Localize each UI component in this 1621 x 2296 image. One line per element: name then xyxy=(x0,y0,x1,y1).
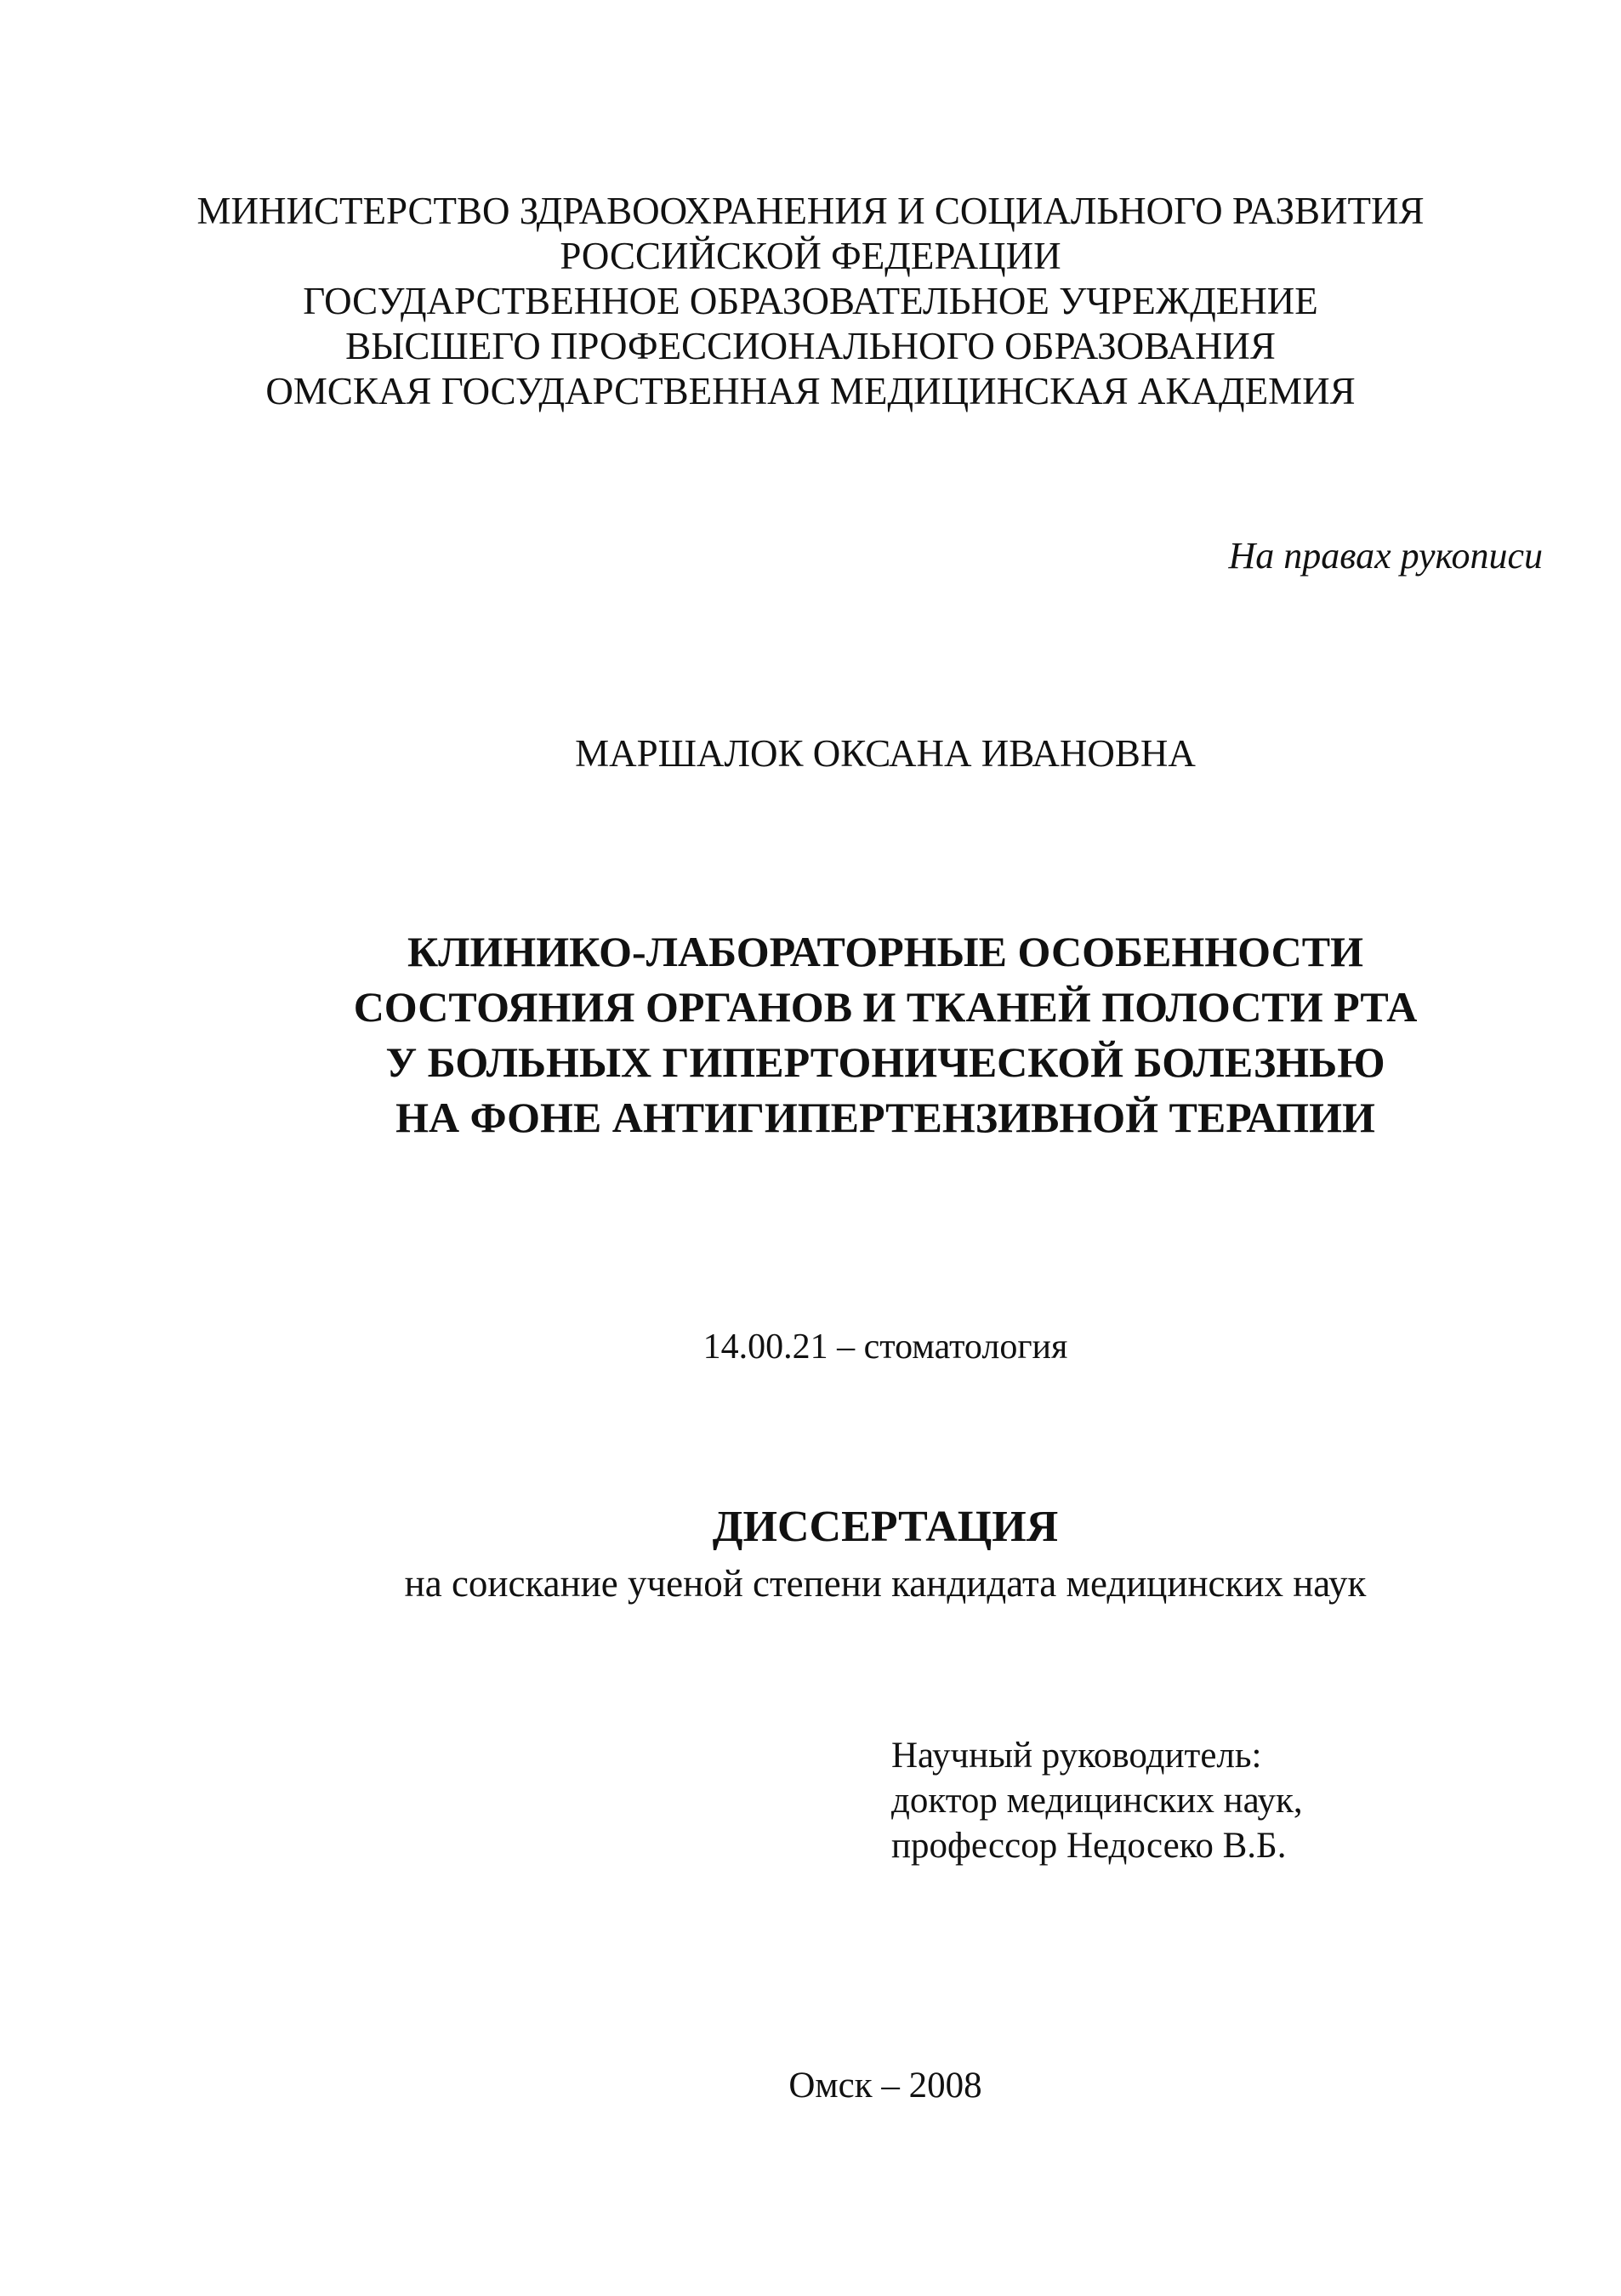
supervisor-block xyxy=(891,1733,1303,1868)
title-line-3: У БОЛЬНЫХ ГИПЕРТОНИЧЕСКОЙ БОЛЕЗНЬЮ xyxy=(385,1038,1385,1086)
title-line-2: СОСТОЯНИЯ ОРГАНОВ И ТКАНЕЙ ПОЛОСТИ РТА xyxy=(353,983,1418,1031)
supervisor-label: Научный руководитель: xyxy=(891,1736,1262,1776)
document-type: ДИССЕРТАЦИЯ xyxy=(712,1503,1059,1551)
institution-header xyxy=(170,189,1451,414)
supervisor-name: профессор Недосеко В.Б. xyxy=(891,1826,1287,1866)
specialty-code: 14.00.21 – стоматология xyxy=(702,1327,1068,1367)
manuscript-note: На правах рукописи xyxy=(1228,535,1543,577)
header-line-ministry: МИНИСТЕРСТВО ЗДРАВООХРАНЕНИЯ И СОЦИАЛЬНОГО РАЗВИТИЯ xyxy=(196,190,1425,232)
header-line-federation: РОССИЙСКОЙ ФЕДЕРАЦИИ xyxy=(560,235,1061,277)
author-name: МАРШАЛОК ОКСАНА ИВАНОВНА xyxy=(575,732,1196,775)
supervisor-degree: доктор медицинских наук, xyxy=(891,1781,1303,1821)
header-line-institution-type: ГОСУДАРСТВЕННОЕ ОБРАЗОВАТЕЛЬНОЕ УЧРЕЖДЕНИЕ xyxy=(303,280,1318,322)
header-line-academy: ОМСКАЯ ГОСУДАРСТВЕННАЯ МЕДИЦИНСКАЯ АКАДЕМИЯ xyxy=(265,370,1356,412)
title-line-1: КЛИНИКО-ЛАБОРАТОРНЫЕ ОСОБЕННОСТИ xyxy=(407,928,1364,975)
title-line-4: НА ФОНЕ АНТИГИПЕРТЕНЗИВНОЙ ТЕРАПИИ xyxy=(395,1094,1375,1141)
degree-description: на соискание ученой степени кандидата медицинских наук xyxy=(404,1562,1367,1605)
header-line-education-level: ВЫСШЕГО ПРОФЕССИОНАЛЬНОГО ОБРАЗОВАНИЯ xyxy=(345,325,1276,367)
dissertation-title xyxy=(0,924,1621,1145)
city-year: Омск – 2008 xyxy=(788,2066,982,2106)
